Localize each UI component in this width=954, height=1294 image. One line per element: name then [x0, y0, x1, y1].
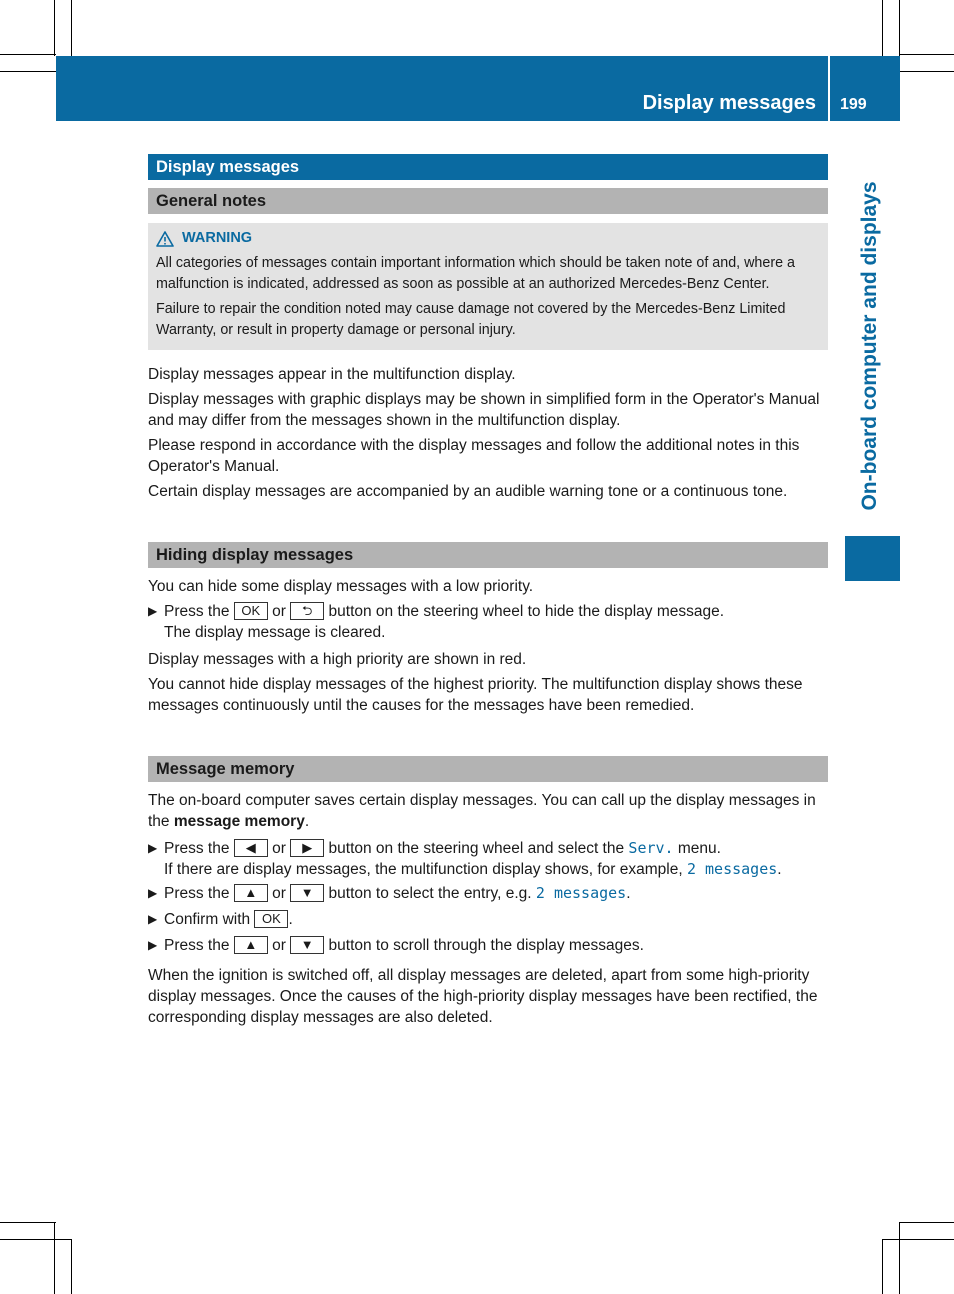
down-key-icon: ▼: [290, 884, 324, 902]
step-arrow-icon: ▶: [148, 840, 158, 855]
ok-key-icon: OK: [234, 602, 268, 620]
subsection-message-memory: Message memory: [148, 756, 828, 782]
section-title: Display messages: [148, 154, 828, 180]
chapter-side-tab: [845, 536, 900, 581]
crop-mark: [899, 1222, 900, 1294]
display-text: 2 messages: [686, 859, 778, 878]
warning-box: [148, 223, 828, 350]
crop-mark: [0, 54, 56, 55]
paragraph: You can hide some display messages with a low priority.: [148, 577, 534, 595]
display-text: 2 messages: [535, 883, 627, 902]
crop-mark: [899, 54, 954, 55]
crop-mark: [0, 1222, 56, 1223]
header-title: Display messages: [642, 92, 816, 114]
page-number: 199: [840, 96, 867, 113]
right-key-icon: ▶: [290, 839, 324, 857]
crop-mark: [0, 1239, 72, 1240]
warning-text: All categories of messages contain important information which should be taken note of and, where a malfunction is indicated, addressed as soon as possible at an authorized Mercedes-Benz Center.: [156, 254, 795, 292]
instruction-step: ▶ Press the OK or ⮌ button on the steering wheel to hide the display message. The display message is cleared.: [148, 601, 828, 643]
bold-term: message memory: [173, 812, 305, 830]
crop-mark: [54, 1222, 55, 1294]
back-key-icon: ⮌: [290, 602, 324, 620]
paragraph: Please respond in accordance with the display messages and follow the additional notes in this Operator's Manual.: [148, 436, 800, 475]
ok-key-icon: OK: [254, 910, 288, 928]
up-key-icon: ▲: [234, 936, 268, 954]
crop-mark: [882, 0, 883, 56]
warning-label: WARNING: [182, 230, 253, 246]
subsection-general-notes: General notes: [148, 188, 828, 214]
instruction-step: ▶ Press the ◀ or ▶ button on the steering wheel and select the Serv. menu. If there are display messages, the multifunction display shows, for example, 2 messages.: [148, 838, 828, 880]
crop-mark: [899, 1222, 954, 1223]
instruction-step: ▶ Press the ▲ or ▼ button to scroll through the display messages.: [148, 936, 644, 954]
step-arrow-icon: ▶: [148, 937, 158, 952]
step-arrow-icon: ▶: [148, 603, 158, 618]
display-text: Serv.: [628, 838, 674, 857]
header-divider: [828, 56, 830, 121]
step-arrow-icon: ▶: [148, 911, 158, 926]
warning-text: Failure to repair the condition noted may cause damage not covered by the Mercedes-Benz Limited Warranty, or result in property damage or personal injury.: [156, 300, 786, 338]
page-header: [56, 56, 900, 121]
paragraph: Display messages with graphic displays may be shown in simplified form in the Operator's Manual and may differ from the messages shown in the multifunction display.: [148, 390, 820, 429]
chapter-side-label: On-board computer and displays: [858, 181, 881, 511]
paragraph: Display messages appear in the multifunction display.: [148, 365, 516, 383]
paragraph: When the ignition is switched off, all display messages are deleted, apart from some high-priority display messages. Once the causes of the high-priority display messages have been rectified, the corresponding display messages are also deleted.: [148, 966, 818, 1026]
step-result: The display message is cleared.: [164, 623, 386, 641]
crop-mark: [899, 71, 954, 72]
crop-mark: [882, 1239, 883, 1294]
crop-mark: [899, 0, 900, 56]
page-content: [148, 154, 828, 1032]
left-key-icon: ◀: [234, 839, 268, 857]
crop-mark: [54, 0, 55, 56]
step-result: If there are display messages, the multifunction display shows, for example, 2 messages.: [164, 859, 782, 878]
paragraph: Certain display messages are accompanied by an audible warning tone or a continuous tone.: [148, 482, 788, 500]
warning-header: [156, 228, 821, 250]
subsection-hiding-messages: Hiding display messages: [148, 542, 828, 568]
crop-mark: [0, 71, 56, 72]
paragraph: The on-board computer saves certain display messages. You can call up the display messages in the message memory.: [148, 791, 816, 830]
up-key-icon: ▲: [234, 884, 268, 902]
paragraph: You cannot hide display messages of the highest priority. The multifunction display shows these messages continuously until the causes for the messages have been remedied.: [148, 675, 803, 714]
crop-mark: [882, 1239, 954, 1240]
instruction-step: ▶ Press the ▲ or ▼ button to select the entry, e.g. 2 messages.: [148, 883, 631, 902]
paragraph: Display messages with a high priority are shown in red.: [148, 650, 527, 668]
step-arrow-icon: ▶: [148, 885, 158, 900]
warning-triangle-icon: [156, 231, 174, 247]
instruction-step: ▶ Confirm with OK .: [148, 910, 293, 928]
crop-mark: [71, 1239, 72, 1294]
crop-mark: [71, 0, 72, 56]
down-key-icon: ▼: [290, 936, 324, 954]
